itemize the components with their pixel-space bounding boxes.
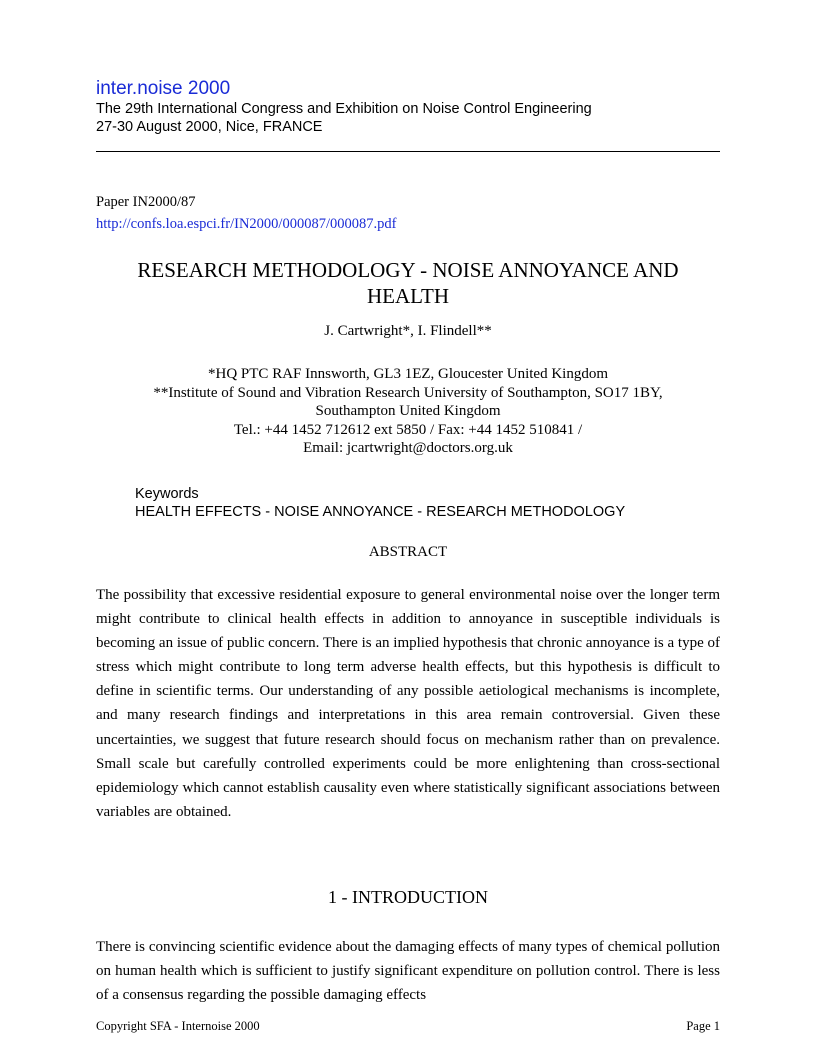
conference-date-place: 27-30 August 2000, Nice, FRANCE [96, 119, 323, 135]
paper-authors: J. Cartwright*, I. Flindell** [324, 323, 492, 339]
affiliation-line: *HQ PTC RAF Innsworth, GL3 1EZ, Gloucester United Kingdom [208, 366, 608, 382]
section-heading-introduction: 1 - INTRODUCTION [328, 887, 488, 907]
conference-name: inter.noise 2000 [96, 78, 231, 99]
contact-phone-fax: Tel.: +44 1452 712612 ext 5850 / Fax: +44 1452 510841 / [233, 421, 583, 438]
contact-email: Email: jcartwright@doctors.org.uk [303, 440, 513, 457]
paper-url-link[interactable]: http://confs.loa.espci.fr/IN2000/000087/000087.pdf [96, 216, 397, 232]
header-divider [96, 151, 720, 152]
conference-header [96, 78, 720, 136]
affiliation-line: **Institute of Sound and Vibration Research University of Southampton, SO17 1BY, [153, 384, 663, 401]
abstract-heading: ABSTRACT [368, 544, 448, 560]
affiliation-line: Southampton United Kingdom [315, 403, 501, 420]
keywords-block [135, 485, 625, 521]
paper-id: Paper IN2000/87 [96, 194, 196, 210]
footer-copyright: Copyright SFA - Internoise 2000 [96, 1019, 260, 1033]
footer-page-number: Page 1 [686, 1019, 720, 1033]
introduction-text: There is convincing scientific evidence about the damaging effects of many types of chemical pollution on human health which is sufficient to justify significant expenditure on pollution control. There is less of a consensus regarding the possible damaging effects [96, 939, 720, 1003]
abstract-text: The possibility that excessive residential exposure to general environmental noise over the longer term might contribute to clinical health effects in addition to annoyance in susceptible individuals is becoming an issue of public concern. There is an implied hypothesis that chronic annoyance is a type of stress which might contribute to long term adverse health effects, but this hypothesis is difficult to define in scientific terms. Our understanding of any possible aetiological mechanisms is incomplete, and many research findings and interpretations in this area remain controversial. Given these uncertainties, we suggest that future research should focus on mechanism rather than on prevalence. Small scale but carefully controlled experiments could be more enlightening than cross-sectional epidemiology which cannot establish causality even where statistically significant associations between variables are obtained. [96, 587, 720, 820]
keywords-label: Keywords [135, 486, 199, 502]
conference-subtitle: The 29th International Congress and Exhibition on Noise Control Engineering [96, 101, 592, 117]
paper-title: RESEARCH METHODOLOGY - NOISE ANNOYANCE AND HEALTH [137, 258, 679, 308]
affiliations [96, 365, 720, 458]
keywords-list: HEALTH EFFECTS - NOISE ANNOYANCE - RESEARCH METHODOLOGY [135, 504, 626, 520]
